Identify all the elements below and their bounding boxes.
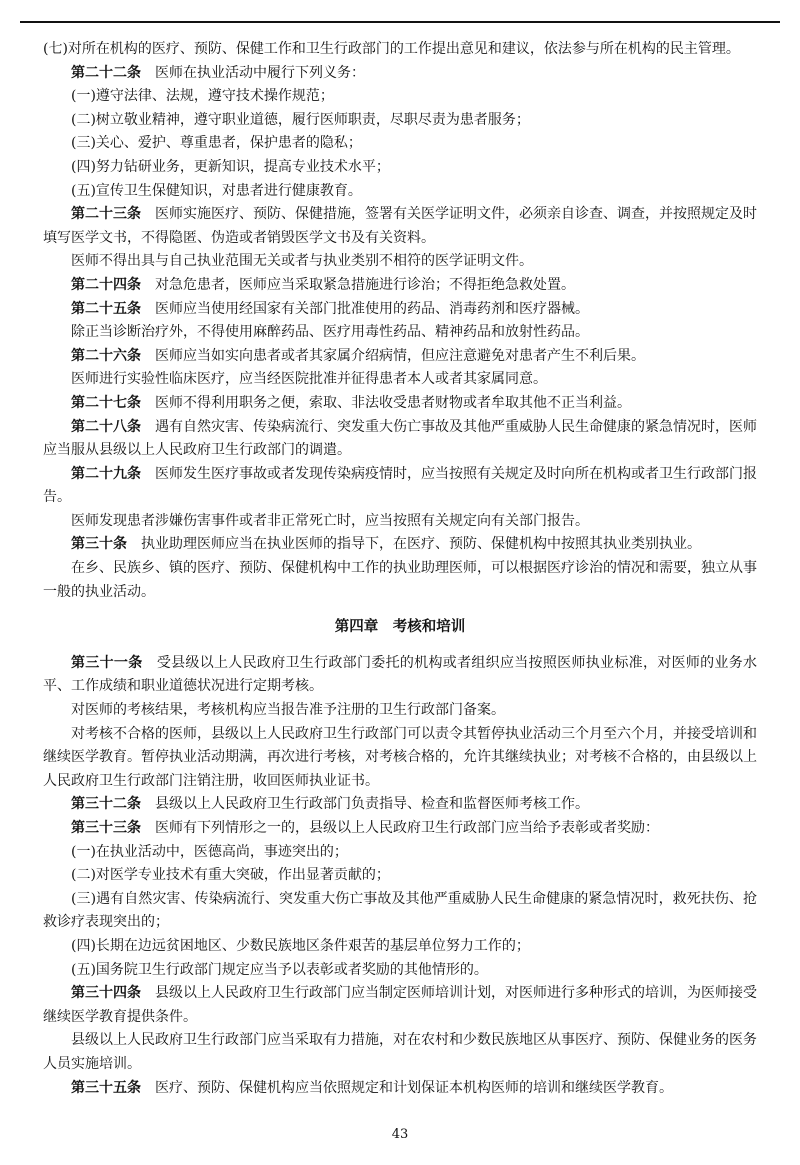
paragraph-text: 医师不得出具与自己执业范围无关或者与执业类别不相符的医学证明文件。 [71, 253, 533, 270]
paragraph-text: 医师应当如实向患者或者其家属介绍病情，但应注意避免对患者产生不利后果。 [155, 347, 645, 364]
paragraph [43, 180, 757, 204]
paragraph [43, 368, 757, 392]
paragraph [43, 321, 757, 345]
article-number: 第三十四条 [71, 985, 141, 1002]
paragraph-text: (一)在执业活动中，医德高尚，事迹突出的； [71, 843, 348, 860]
paragraph-text: 医师应当使用经国家有关部门批准使用的药品、消毒药剂和医疗器械。 [155, 300, 589, 317]
paragraph-text: 医师有下列情形之一的，县级以上人民政府卫生行政部门应当给予表彰或者奖励： [155, 820, 659, 836]
article-number: 第二十五条 [71, 300, 141, 317]
article-paragraph [43, 274, 757, 298]
article-paragraph [43, 817, 757, 841]
article-paragraph [43, 203, 757, 250]
paragraph-text: 对考核不合格的医师，县级以上人民政府卫生行政部门可以责令其暂停执业活动三个月至六个月，并接受培训和继续医学教育。暂停执业活动期满，再次进行考核，对考核合格的，允许其继续执业；对考核不合格的，由县级以上人民政府卫生行政部门注销注册，收回医师执业证书。 [43, 725, 757, 789]
article-number: 第二十四条 [71, 276, 141, 293]
paragraph [43, 1029, 757, 1076]
article-number: 第二十九条 [71, 465, 141, 482]
paragraph-text: (四)努力钻研业务，更新知识，提高专业技术水平； [71, 158, 390, 175]
paragraph [43, 864, 757, 888]
paragraph [43, 959, 757, 983]
paragraph [43, 723, 757, 794]
article-number: 第三十五条 [71, 1079, 141, 1096]
paragraph-text: 遇有自然灾害、传染病流行、突发重大伤亡事故及其他严重威胁人民生命健康的紧急情况时，医师应当服从县级以上人民政府卫生行政部门的调遣。 [43, 418, 757, 459]
article-paragraph [43, 345, 757, 369]
paragraph-text: 在乡、民族乡、镇的医疗、预防、保健机构中工作的执业助理医师，可以根据医疗诊治的情况和需要，独立从事一般的执业活动。 [43, 560, 757, 600]
article-number: 第二十三条 [71, 206, 141, 223]
paragraph-text: 县级以上人民政府卫生行政部门应当制定医师培训计划，对医师进行多种形式的培训，为医师接受继续医学教育提供条件。 [43, 985, 757, 1025]
document-body [43, 38, 757, 1100]
paragraph-text: (二)对医学专业技术有重大突破，作出显著贡献的； [71, 867, 390, 884]
article-paragraph [43, 392, 757, 416]
paragraph [43, 132, 757, 156]
paragraph [43, 156, 757, 180]
paragraph [43, 510, 757, 534]
paragraph-text: 医师进行实验性临床医疗，应当经医院批准并征得患者本人或者其家属同意。 [71, 371, 547, 388]
paragraph-text: (五)宣传卫生保健知识，对患者进行健康教育。 [71, 182, 362, 199]
paragraph-text: (三)遇有自然灾害、传染病流行、突发重大伤亡事故及其他严重威胁人民生命健康的紧急情况时，救死扶伤、抢救诊疗表现突出的； [43, 890, 757, 931]
paragraph-text: 除正当诊断治疗外，不得使用麻醉药品、医疗用毒性药品、精神药品和放射性药品。 [71, 324, 589, 341]
paragraph-text: (四)长期在边远贫困地区、少数民族地区条件艰苦的基层单位努力工作的； [71, 937, 530, 954]
article-number: 第二十六条 [71, 347, 141, 364]
paragraph [43, 888, 757, 935]
article-paragraph [43, 793, 757, 817]
paragraph [43, 38, 757, 62]
article-paragraph [43, 463, 757, 510]
paragraph [43, 557, 757, 604]
paragraph-text: (五)国务院卫生行政部门规定应当予以表彰或者奖励的其他情形的。 [71, 961, 488, 978]
article-paragraph [43, 652, 757, 699]
article-paragraph [43, 416, 757, 463]
article-number: 第三十条 [71, 536, 127, 553]
paragraph-text: 医师发生医疗事故或者发现传染病疫情时，应当按照有关规定及时向所在机构或者卫生行政部门报告。 [43, 465, 757, 506]
article-number: 第三十二条 [71, 796, 141, 813]
chapter-title: 第四章 考核和培训 [334, 619, 466, 636]
paragraph-text: 医疗、预防、保健机构应当依照规定和计划保证本机构医师的培训和继续医学教育。 [155, 1079, 673, 1096]
paragraph-text: 县级以上人民政府卫生行政部门负责指导、检查和监督医师考核工作。 [155, 796, 589, 813]
article-paragraph [43, 982, 757, 1029]
section-chapter-four [43, 652, 757, 1100]
article-paragraph [43, 1077, 757, 1101]
section-before-chapter [43, 38, 757, 604]
article-number: 第二十八条 [71, 418, 141, 435]
article-paragraph [43, 62, 757, 86]
paragraph [43, 109, 757, 133]
header-rule [20, 21, 780, 23]
page-number: 43 [391, 1127, 409, 1142]
paragraph-text: 医师发现患者涉嫌伤害事件或者非正常死亡时，应当按照有关规定向有关部门报告。 [71, 512, 589, 529]
article-paragraph [43, 298, 757, 322]
paragraph-text: (三)关心、爱护、尊重患者，保护患者的隐私； [71, 135, 362, 152]
paragraph-text: 医师在执业活动中履行下列义务： [155, 64, 365, 81]
paragraph-text: 县级以上人民政府卫生行政部门应当采取有力措施，对在农村和少数民族地区从事医疗、预防、保健业务的医务人员实施培训。 [43, 1032, 757, 1072]
article-number: 第三十三条 [71, 820, 141, 836]
article-paragraph [43, 533, 757, 557]
paragraph [43, 85, 757, 109]
paragraph-text: (一)遵守法律、法规，遵守技术操作规范； [71, 88, 334, 105]
paragraph-text: 医师实施医疗、预防、保健措施，签署有关医学证明文件，必须亲自诊查、调查，并按照规定及时填写医学文书，不得隐匿、伪造或者销毁医学文书及有关资料。 [43, 206, 757, 246]
paragraph [43, 841, 757, 865]
paragraph-text: 执业助理医师应当在执业医师的指导下，在医疗、预防、保健机构中按照其执业类别执业。 [141, 536, 701, 553]
article-number: 第三十一条 [71, 654, 143, 671]
paragraph-text: (二)树立敬业精神，遵守职业道德，履行医师职责，尽职尽责为患者服务； [71, 111, 530, 128]
paragraph [43, 935, 757, 959]
paragraph [43, 250, 757, 274]
paragraph-text: 对急危患者，医师应当采取紧急措施进行诊治；不得拒绝急救处置。 [155, 276, 575, 293]
paragraph [43, 699, 757, 723]
article-number: 第二十二条 [71, 64, 141, 81]
article-number: 第二十七条 [71, 394, 141, 411]
paragraph-text: 医师不得利用职务之便，索取、非法收受患者财物或者牟取其他不正当利益。 [155, 394, 631, 411]
paragraph-text: (七)对所在机构的医疗、预防、保健工作和卫生行政部门的工作提出意见和建议，依法参与所在机构的民主管理。 [43, 41, 740, 57]
paragraph-text: 对医师的考核结果，考核机构应当报告准予注册的卫生行政部门备案。 [71, 702, 505, 719]
paragraph-text: 受县级以上人民政府卫生行政部门委托的机构或者组织应当按照医师执业标准，对医师的业务水平、工作成绩和职业道德状况进行定期考核。 [43, 654, 758, 695]
